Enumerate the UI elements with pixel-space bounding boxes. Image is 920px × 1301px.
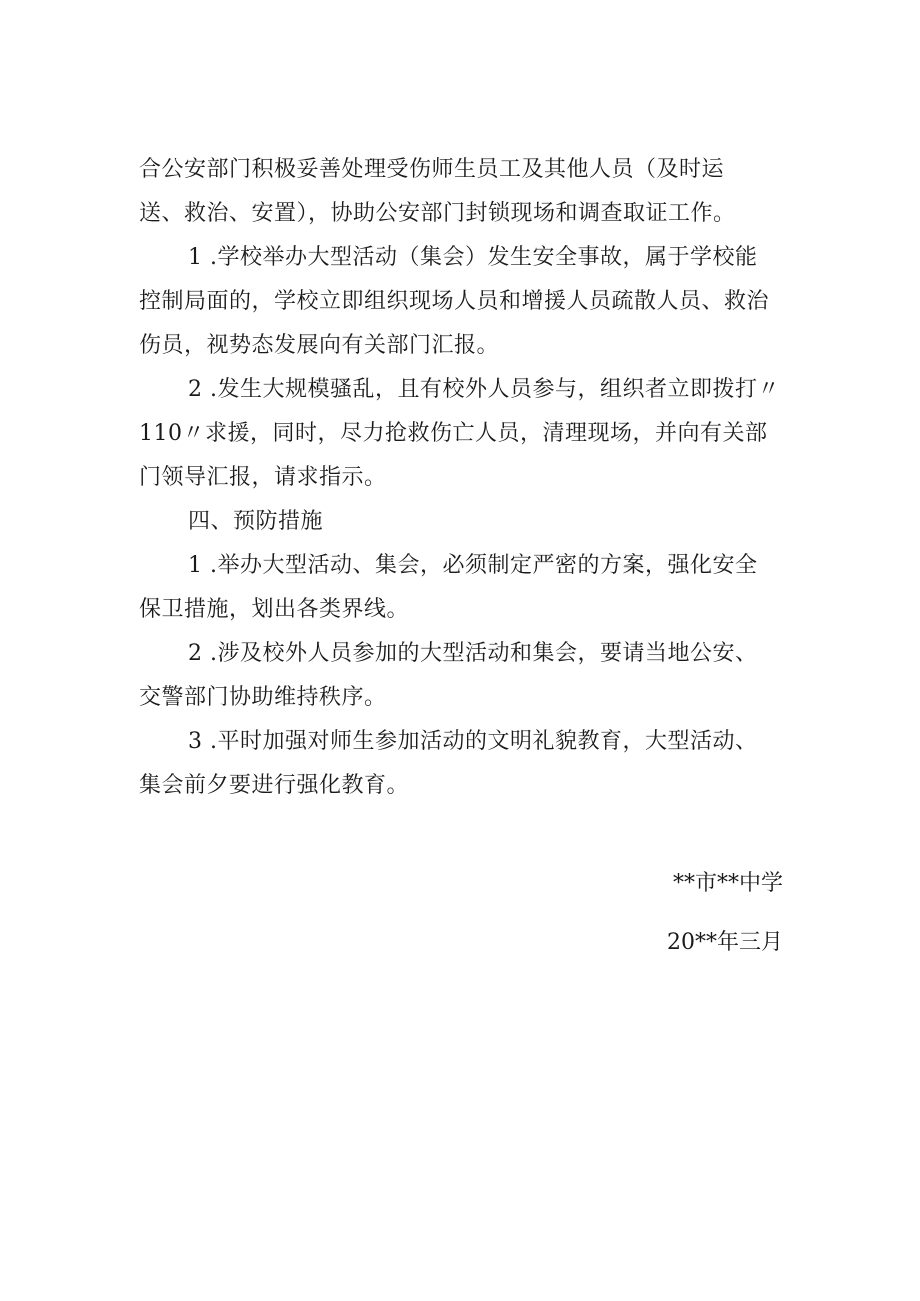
text-line: 伤员，视势态发展向有关部门汇报。 xyxy=(139,333,500,358)
text-line: 合公安部门积极妥善处理受伤师生员工及其他人员（及时运 xyxy=(139,157,725,182)
text-line: 1 .学校举办大型活动（集会）发生安全事故，属于学校能 xyxy=(188,245,758,270)
paragraph-measure-1 xyxy=(139,544,785,632)
paragraph-item-2 xyxy=(139,368,785,500)
text-line: 2 .涉及校外人员参加的大型活动和集会，要请当地公安、 xyxy=(188,641,758,666)
text-line: 门领导汇报，请求指示。 xyxy=(139,465,387,490)
paragraph-continuation xyxy=(139,148,785,236)
text-line: 保卫措施，划出各类界线。 xyxy=(139,597,410,622)
text-line: 控制局面的，学校立即组织现场人员和增援人员疏散人员、救治 xyxy=(139,289,770,314)
text-line: 送、救治、安置），协助公安部门封锁现场和调查取证工作。 xyxy=(139,201,736,226)
signature-date: 20**年三月 xyxy=(667,930,783,955)
paragraph-measure-2 xyxy=(139,632,785,720)
text-line: 3 .平时加强对师生参加活动的文明礼貌教育，大型活动、 xyxy=(188,729,758,754)
section-title: 四、预防措施 xyxy=(188,509,324,534)
text-line: 交警部门协助维持秩序。 xyxy=(139,685,387,710)
paragraph-measure-3 xyxy=(139,720,785,808)
document-body xyxy=(139,148,785,808)
paragraph-item-1 xyxy=(139,236,785,368)
signature-organization: **市**中学 xyxy=(672,871,783,896)
section-heading xyxy=(139,500,785,544)
text-line: 1 .举办大型活动、集会，必须制定严密的方案，强化安全 xyxy=(188,553,758,578)
text-line: 2 .发生大规模骚乱，且有校外人员参与，组织者立即拨打〃 xyxy=(188,377,780,402)
text-line: 集会前夕要进行强化教育。 xyxy=(139,773,410,798)
text-line: 110〃求援，同时，尽力抢救伤亡人员，清理现场，并向有关部 xyxy=(139,421,768,446)
